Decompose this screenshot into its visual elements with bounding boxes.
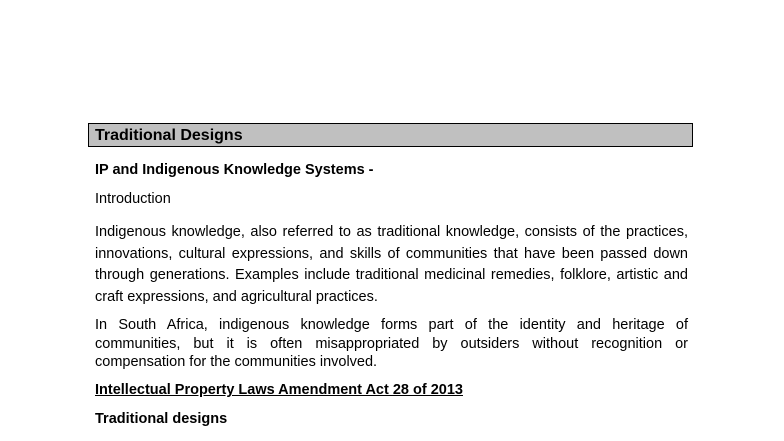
act-link[interactable]: Intellectual Property Laws Amendment Act 28 of 2013: [95, 382, 463, 398]
section-header: Traditional Designs: [88, 123, 693, 147]
introduction-paragraph: Indigenous knowledge, also referred to as traditional knowledge, consists of the practices, innovations, cultural expressions, and skills of communities that have been passed down through generations. Examples include traditional medicinal remedies, folklore, artistic and craft expressions, and agricultural practices.: [95, 224, 688, 305]
introduction-heading: Introduction: [95, 191, 171, 207]
south-africa-paragraph: In South Africa, indigenous knowledge forms part of the identity and heritage of communities, but it is often misappropriated by outsiders without recognition or compensation for the communities involved.: [95, 317, 688, 370]
section-subtitle: IP and Indigenous Knowledge Systems -: [95, 162, 374, 178]
traditional-designs-heading: Traditional designs: [95, 411, 228, 427]
